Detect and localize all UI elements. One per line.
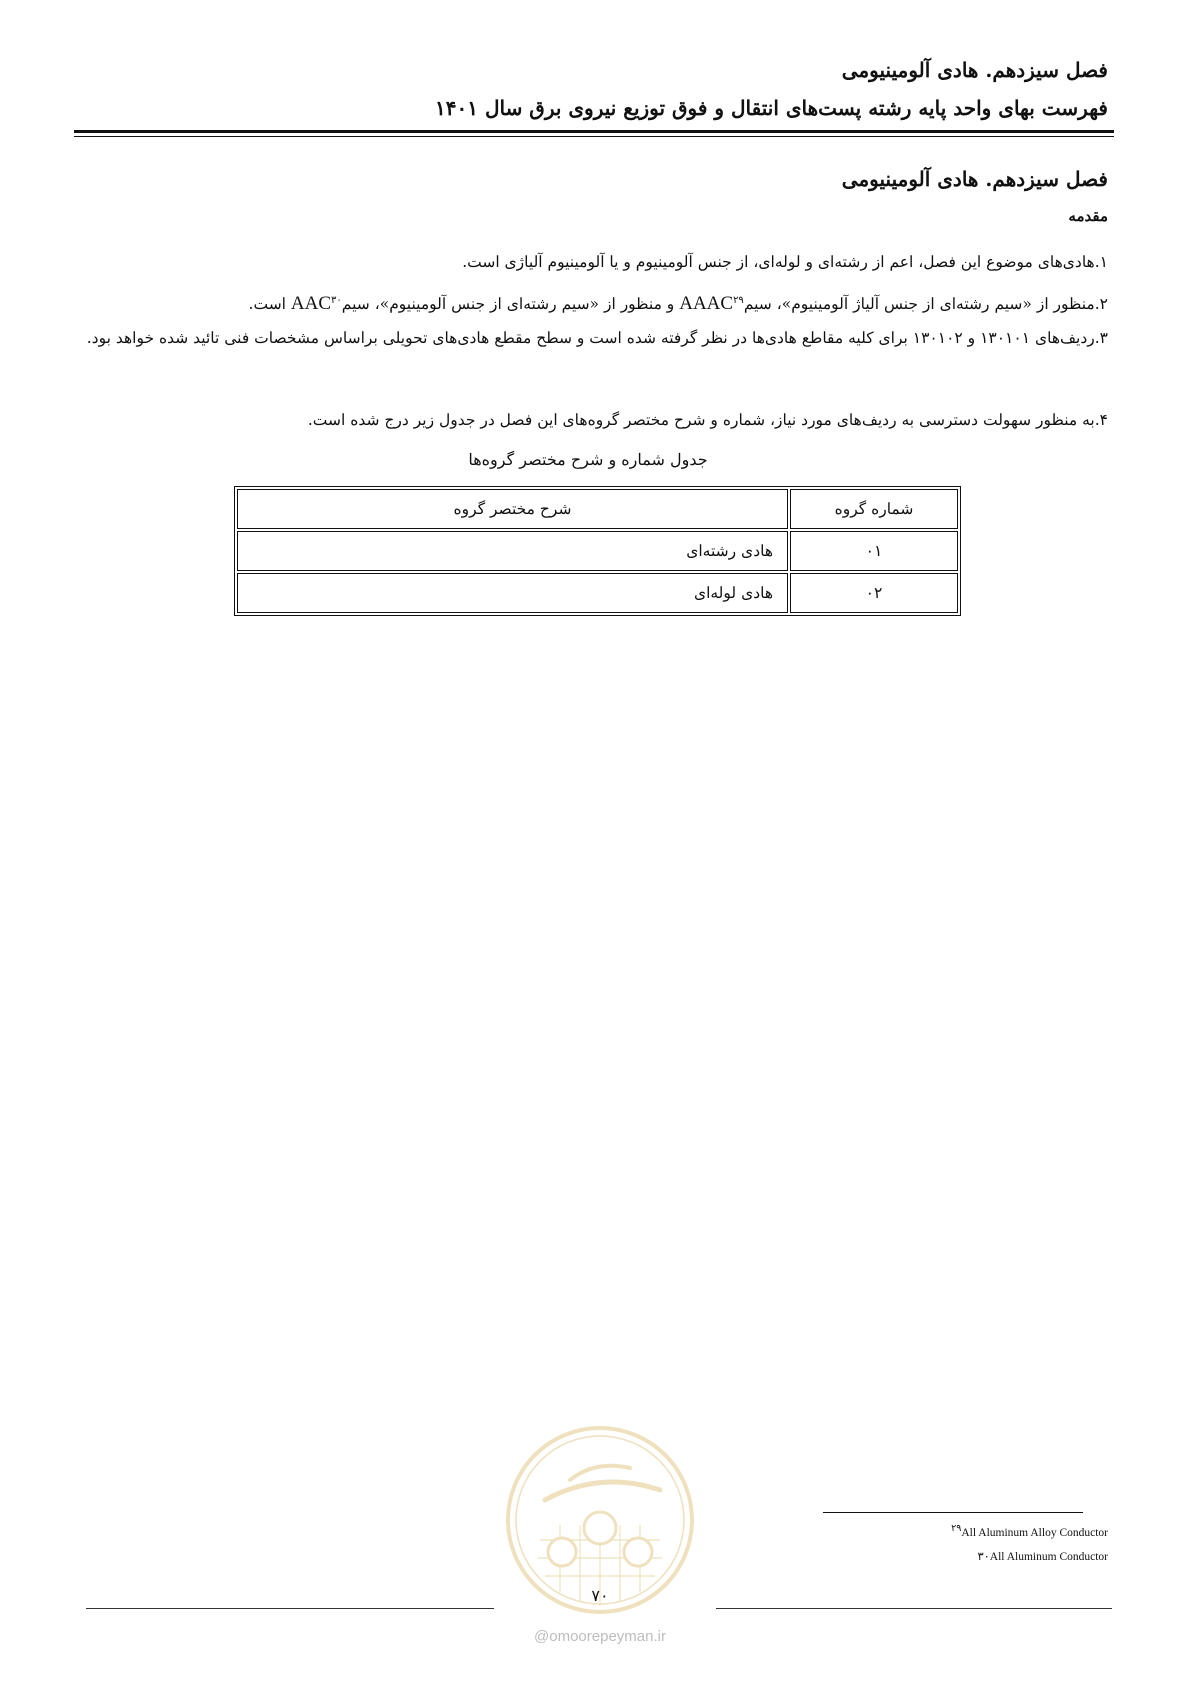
footnote-text: All Aluminum Conductor (989, 1551, 1108, 1563)
header-chapter-title: فصل سیزدهم. هادی آلومینیومی (841, 58, 1108, 82)
group-number: ۰۱ (790, 531, 958, 571)
footnote-ref-29: ۲۹ (733, 295, 744, 306)
section-title: فصل سیزدهم. هادی آلومینیومی (841, 167, 1108, 191)
watermark-url: @omoorepeyman.ir (534, 1628, 666, 1645)
footer-rule-left (86, 1608, 494, 1609)
section-subtitle: مقدمه (1068, 207, 1108, 225)
paragraph-3: ۳.ردیف‌های ۱۳۰۱۰۱ و ۱۳۰۱۰۲ برای کلیه مقاطع هادی‌ها در نظر گرفته شده است و سطح مقطع هادی‌های تحویلی براساس مشخصات فنی تائید شده خواهد بود. (86, 329, 1108, 347)
groups-table (234, 486, 961, 616)
table-caption: جدول شماره و شرح مختصر گروه‌ها (468, 450, 708, 469)
paragraph-4: ۴.به منظور سهولت دسترسی به ردیف‌های مورد نیاز، شماره و شرح مختصر گروه‌های این فصل در جدول زیر درج شده است. (307, 411, 1108, 429)
aaac-term: AAAC (679, 293, 734, 315)
group-number: ۰۲ (790, 573, 958, 613)
footnote-rule (823, 1512, 1083, 1513)
header-rule-thin (74, 136, 1114, 137)
header-rule-thick (74, 130, 1114, 133)
paragraph-2-part-a: ۲.منظور از «سیم رشته‌ای از جنس آلیاژ آلومینیوم»، سیم (743, 295, 1108, 314)
table-row (237, 531, 958, 571)
footnote-number: ۳۰ (977, 1551, 990, 1563)
footnote-29 (951, 1523, 1108, 1539)
header-group-description: شرح مختصر گروه (237, 489, 788, 529)
table-header-row (237, 489, 958, 529)
paragraph-2-part-d: و منظور از «سیم رشته‌ای از جنس آلومینیوم»، سیم (341, 295, 680, 314)
table-row (237, 573, 958, 613)
footnote-30 (977, 1549, 1108, 1563)
paragraph-2-part-g: است. (248, 295, 291, 314)
header-group-number: شماره گروه (790, 489, 958, 529)
paragraph-1: ۱.هادی‌های موضوع این فصل، اعم از رشته‌ای و لوله‌ای، از جنس آلومینیوم و یا آلومینیوم آلیاژی است. (462, 253, 1108, 271)
footer-rule-right (716, 1608, 1112, 1609)
footnote-text: All Aluminum Alloy Conductor (961, 1526, 1108, 1539)
paragraph-2 (249, 282, 1108, 323)
group-description: هادی لوله‌ای (237, 573, 788, 613)
footnote-ref-30: ۳۰ (331, 295, 342, 306)
page-number: ۷۰ (591, 1586, 609, 1605)
aac-term: AAC (290, 293, 332, 315)
footnote-number: ۲۹ (951, 1523, 962, 1534)
header-document-title: فهرست بهای واحد پایه رشته پست‌های انتقال و فوق توزیع نیروی برق سال ۱۴۰۱ (435, 96, 1108, 120)
group-description: هادی رشته‌ای (237, 531, 788, 571)
